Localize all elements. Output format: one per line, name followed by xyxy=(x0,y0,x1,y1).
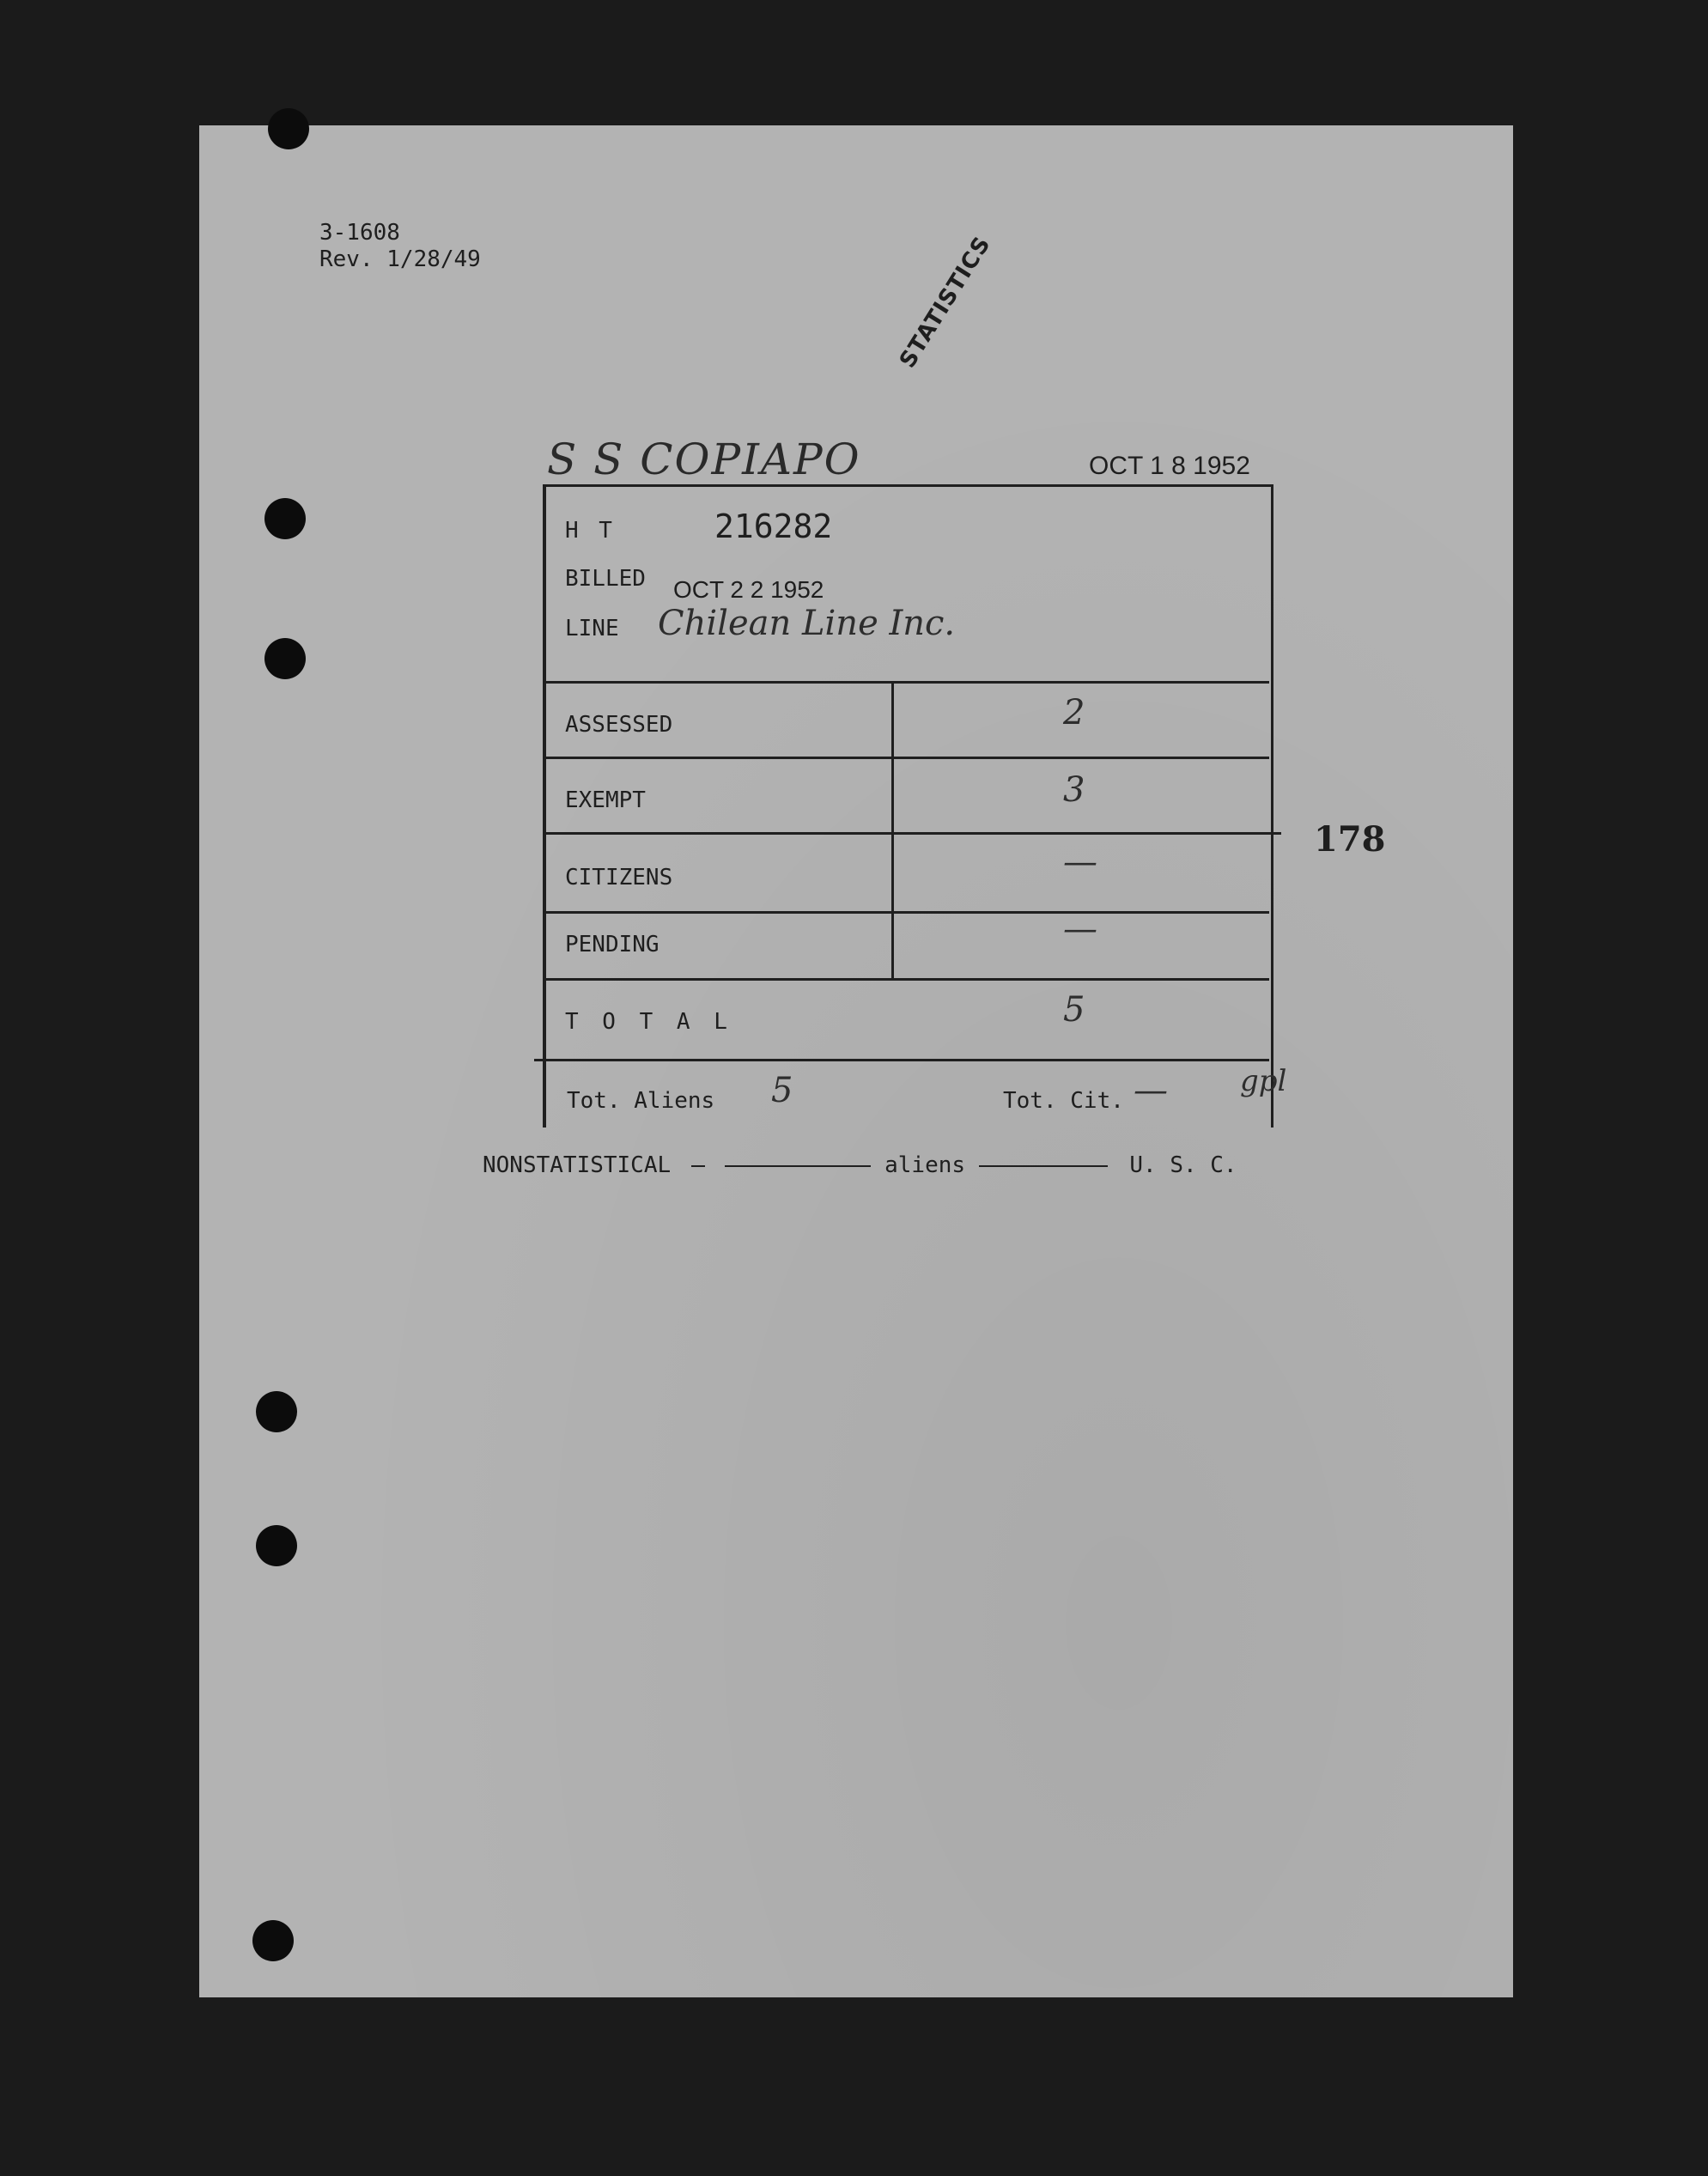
line-label: LINE xyxy=(565,616,619,641)
citizens-label: CITIZENS xyxy=(565,865,673,890)
punch-hole xyxy=(268,108,309,149)
vessel-name: S S COPIAPO xyxy=(547,435,861,484)
divider xyxy=(543,832,1281,835)
tot-aliens-value: 5 xyxy=(771,1071,793,1110)
exempt-label: EXEMPT xyxy=(565,787,646,813)
initials: gpl xyxy=(1240,1064,1287,1098)
form-revision: Rev. 1/28/49 xyxy=(319,246,481,272)
aliens-label: aliens xyxy=(884,1152,966,1178)
pending-label: PENDING xyxy=(565,932,659,957)
exempt-value: 3 xyxy=(1063,770,1085,810)
nonstatistical-label: NONSTATISTICAL xyxy=(483,1152,672,1178)
statistics-stamp: STATISTICS xyxy=(895,232,996,373)
column-divider xyxy=(891,681,894,980)
divider xyxy=(543,681,1269,684)
blank-line xyxy=(725,1165,871,1167)
divider xyxy=(534,1059,1269,1061)
divider xyxy=(543,911,1269,914)
total-label: T O T A L xyxy=(565,1009,732,1035)
tot-cit-label: Tot. Cit. xyxy=(1003,1088,1124,1114)
divider xyxy=(543,757,1269,759)
total-value: 5 xyxy=(1063,990,1085,1030)
blank-line xyxy=(979,1165,1108,1167)
billed-label: BILLED xyxy=(565,566,646,592)
punch-hole xyxy=(264,498,306,539)
ht-label: H T xyxy=(565,518,616,544)
punch-hole xyxy=(256,1525,297,1566)
line-value: Chilean Line Inc. xyxy=(658,604,956,643)
page-number: 178 xyxy=(1314,819,1386,860)
tot-cit-value: — xyxy=(1134,1071,1168,1110)
divider xyxy=(543,978,1269,981)
tot-aliens-label: Tot. Aliens xyxy=(567,1088,715,1114)
assessed-label: ASSESSED xyxy=(565,712,673,738)
punch-hole xyxy=(252,1920,294,1961)
pending-value: — xyxy=(1063,909,1097,949)
nonstatistical-line xyxy=(483,1152,1237,1178)
statistics-form-box xyxy=(543,484,1287,1128)
usc-label: U. S. C. xyxy=(1129,1152,1237,1178)
billed-date: OCT 2 2 1952 xyxy=(673,576,824,603)
form-number: 3-1608 xyxy=(319,220,400,246)
punch-hole xyxy=(256,1391,297,1432)
blank-line xyxy=(691,1165,705,1167)
citizens-value: — xyxy=(1063,842,1097,882)
assessed-value: 2 xyxy=(1063,693,1085,732)
punch-hole xyxy=(264,638,306,679)
date-received-stamp: OCT 1 8 1952 xyxy=(1089,452,1250,480)
document-page xyxy=(199,125,1513,1997)
ht-number: 216282 xyxy=(714,508,833,545)
form-identifier xyxy=(319,220,481,273)
